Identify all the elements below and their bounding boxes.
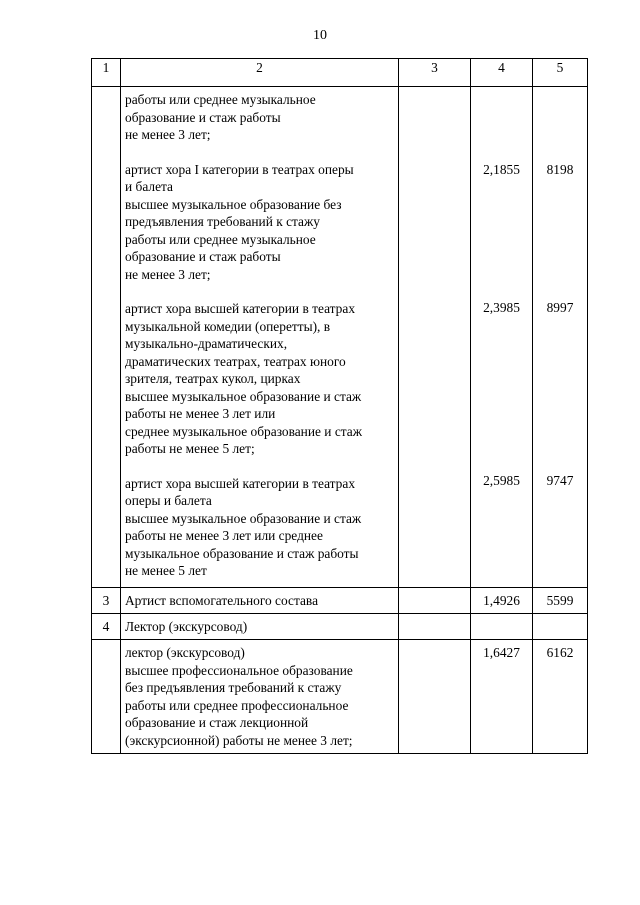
header-col-4: 4 — [471, 59, 533, 87]
row4-detail-coef: 1,6427 — [471, 640, 533, 754]
row4-title: Лектор (экскурсовод) — [121, 614, 399, 640]
row4-detail-text-cell — [121, 640, 399, 754]
row3-title: Артист вспомогательного состава — [121, 588, 399, 614]
header-col-5: 5 — [533, 59, 588, 87]
row3-number: 3 — [92, 588, 121, 614]
row4-detail-col3 — [399, 640, 471, 754]
row4-col5 — [533, 614, 588, 640]
coefficient-cell — [471, 87, 533, 588]
salary-1: 8198 — [546, 162, 574, 177]
header-col-1: 1 — [92, 59, 121, 87]
table-row-4-detail — [92, 640, 588, 754]
col3-cell — [399, 87, 471, 588]
row3-coef: 1,4926 — [471, 588, 533, 614]
table-row-continuation — [92, 87, 588, 588]
coef-2: 2,3985 — [483, 300, 520, 315]
table-row-3 — [92, 588, 588, 614]
entry-text-0: работы или среднее музыкальное образование и стаж работы не менее 3 лет; — [125, 92, 316, 142]
header-col-3: 3 — [399, 59, 471, 87]
salary-table — [91, 58, 588, 754]
row4-detail-salary: 6162 — [533, 640, 588, 754]
row4-col4 — [471, 614, 533, 640]
salary-2: 8997 — [546, 300, 574, 315]
coef-3: 2,5985 — [483, 473, 520, 488]
table-row-4 — [92, 614, 588, 640]
row4-number: 4 — [92, 614, 121, 640]
row4-col3 — [399, 614, 471, 640]
row3-salary: 5599 — [533, 588, 588, 614]
entry-text-1: артист хора I категории в театрах оперы и балета высшее музыкальное образование без предъявления требований к стажу работы или среднее музыкальное образование и стаж работы не менее 3 лет; — [125, 161, 354, 282]
salary-cell — [533, 87, 588, 588]
entry-text-2: артист хора высшей категории в театрах музыкальной комедии (оперетты), в музыкально-драматических, драматических театрах, театрах юного зрителя, театрах кукол, цирках высшее музыкальное образование и стаж работы не менее 3 лет или среднее музыкальное образование и стаж работы не менее 5 лет; — [125, 301, 362, 456]
position-description-cell — [121, 87, 399, 588]
salary-3: 9747 — [546, 473, 574, 488]
header-col-2: 2 — [121, 59, 399, 87]
entry-text-3: артист хора высшей категории в театрах оперы и балета высшее музыкальное образование и стаж работы не менее 3 лет или среднее музыкальное образование и стаж работы не менее 5 лет — [125, 475, 362, 578]
coef-1: 2,1855 — [483, 162, 520, 177]
row4-detail-text: лектор (экскурсовод) высшее профессиональное образование без предъявления требований к стажу работы или среднее профессиональное образование и стаж лекционной (экскурсионной) работы не менее 3 лет; — [125, 645, 353, 748]
table-header-row — [92, 59, 588, 87]
page-number: 10 — [313, 28, 327, 43]
row4-detail-number — [92, 640, 121, 754]
row3-col3 — [399, 588, 471, 614]
row-number-cell — [92, 87, 121, 588]
